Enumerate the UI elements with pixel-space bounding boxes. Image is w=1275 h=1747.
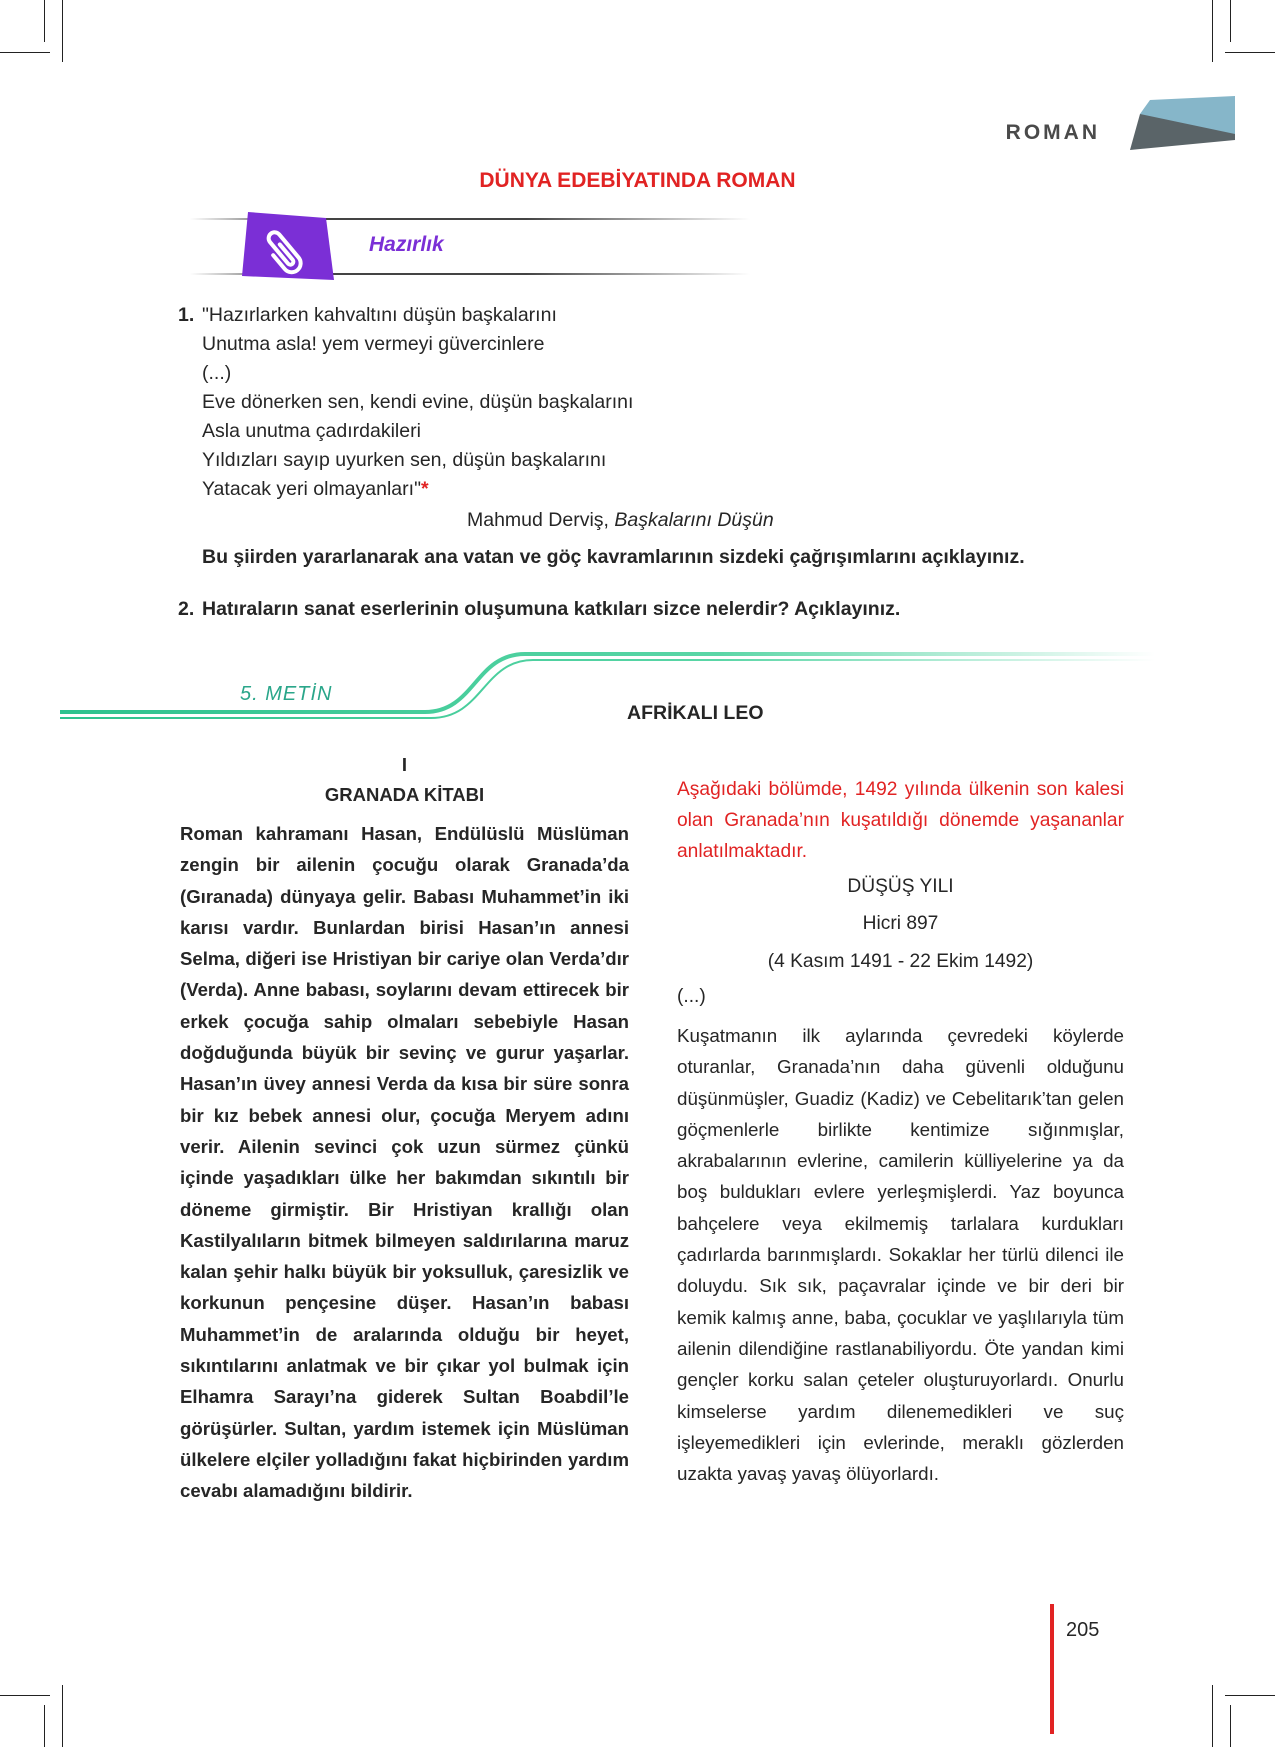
question-2-text: Hatıraların sanat eserlerinin oluşumuna katkıları sizce nelerdir? Açıklayınız. (202, 598, 901, 620)
page-title: DÜNYA EDEBİYATINDA ROMAN (479, 169, 796, 192)
page-number-rule (1050, 1604, 1054, 1734)
poem-line: Yıldızları sayıp uyurken sen, düşün başkalarını (202, 449, 607, 471)
poem-line: Asla unutma çadırdakileri (202, 420, 421, 442)
poem-line-text: Yatacak yeri olmayanları" (202, 478, 421, 500)
poem-line: (...) (202, 362, 232, 384)
header-band (1120, 94, 1235, 150)
hijri-year: Hicri 897 (862, 913, 939, 934)
question-1-number: 1. (178, 304, 195, 326)
text-section-banner (55, 642, 1155, 722)
poem-attribution (467, 509, 774, 532)
excerpt-paragraph: Kuşatmanın ilk aylarında çevredeki köylerde oturanlar, Granada’nın daha güvenli olduğunu düşünmüşler, Guadiz (Kadiz) ve Cebelitarık’tan gelen göçmenlerle birlikte kentimize sığınmışlar, akrabalarının evlerine, camilerin külliyelerine ya da boş buldukları evlere yerleşmişlerdi. Yaz boyunca bahçelere veya ekilmemiş tarlalara kurdukları çadırlarda barınmışlardı. Sokaklar her türlü dilenci ile doluydu. Sık sık, paçavralar içinde ve bir deri bir kemik kalmış anne, baba, çocuklar ve yaşlılarıyla tüm ailenin dilendiğine rastlanabiliyordu. Öte yandan kimi gençler korku salan çeteler oluşturuyorlardı. Onurlu kimselerse yardım dilenemedikleri ve suç işleyemedikleri için evlerinde, meraklı gözlerden uzakta yavaş yavaş ölüyorlardı. (677, 1025, 1124, 1485)
section-label: ROMAN (1005, 121, 1100, 144)
poem-line-last (202, 478, 429, 501)
text-title: AFRİKALI LEO (627, 702, 764, 724)
question-1-prompt: Bu şiirden yararlanarak ana vatan ve göç kavramlarının sizdeki çağrışımlarını açıklayınız. (202, 546, 1025, 568)
part-number: I (401, 754, 408, 775)
date-range: (4 Kasım 1491 - 22 Ekim 1492) (767, 951, 1034, 972)
part-title: GRANADA KİTABI (324, 784, 485, 805)
question-2-number: 2. (178, 598, 195, 620)
attribution-author: Mahmud Derviş, (467, 509, 615, 531)
chapter-title: DÜŞÜŞ YILI (847, 876, 954, 897)
poem-line: Eve dönerken sen, kendi evine, düşün başkalarını (202, 391, 634, 413)
footnote-mark: * (421, 478, 429, 500)
summary-paragraph: Roman kahramanı Hasan, Endülüslü Müslüman zengin bir ailenin çocuğu olarak Granada’da (Gıranada) dünyaya gelir. Babası Muhammet’in iki karısı vardır. Bunlardan birisi Hasan’ın annesi Selma, diğeri ise Hristiyan bir cariye olan Verda’dır (Verda). Anne babası, soylarını devam ettirecek bir erkek çocuğa sahip olmaları sebebiyle Hasan doğduğunda büyük bir sevinç ve gurur yaşarlar. Hasan’ın üvey annesi Verda da kısa bir süre sonra bir kız bebek annesi olur, çocuğa Meryem adını verir. Ailenin sevinci çok uzun sürmez çünkü içinde yaşadıkları ülke her bakımdan sıkıntılı bir döneme girmiştir. Bir Hristiyan krallığı olan Kastilyalıların bitmek bilmeyen saldırılarına maruz kalan şehir halkı büyük bir yoksulluk, çaresizlik ve korkunun pençesine düşer. Hasan’ın babası Muhammet’in de aralarında olduğu bir heyet, sıkıntılarını anlatmak ve bir çıkar yol bulmak için Elhamra Sarayı’na giderek Sultan Boabdil’le görüşürler. Sultan, yardım istemek için Müslüman ülkelere elçiler yolladığını fakat hiçbirinden yardım cevabı alamadığını bildirir. (180, 823, 629, 1502)
ellipsis: (...) (677, 986, 706, 1007)
poem-line: "Hazırlarken kahvaltını düşün başkalarını (202, 304, 557, 326)
preparation-label: Hazırlık (369, 233, 444, 256)
excerpt-intro: Aşağıdaki bölümde, 1492 yılında ülkenin son kalesi olan Granada’nın kuşatıldığı dönemde yaşananlar anlatılmaktadır. (677, 779, 1124, 862)
paperclip-icon (238, 210, 338, 284)
text-number: 5. METİN (240, 683, 333, 705)
page-number: 205 (1066, 1619, 1100, 1641)
poem-line: Unutma asla! yem vermeyi güvercinlere (202, 333, 545, 355)
attribution-work: Başkalarını Düşün (614, 509, 774, 531)
